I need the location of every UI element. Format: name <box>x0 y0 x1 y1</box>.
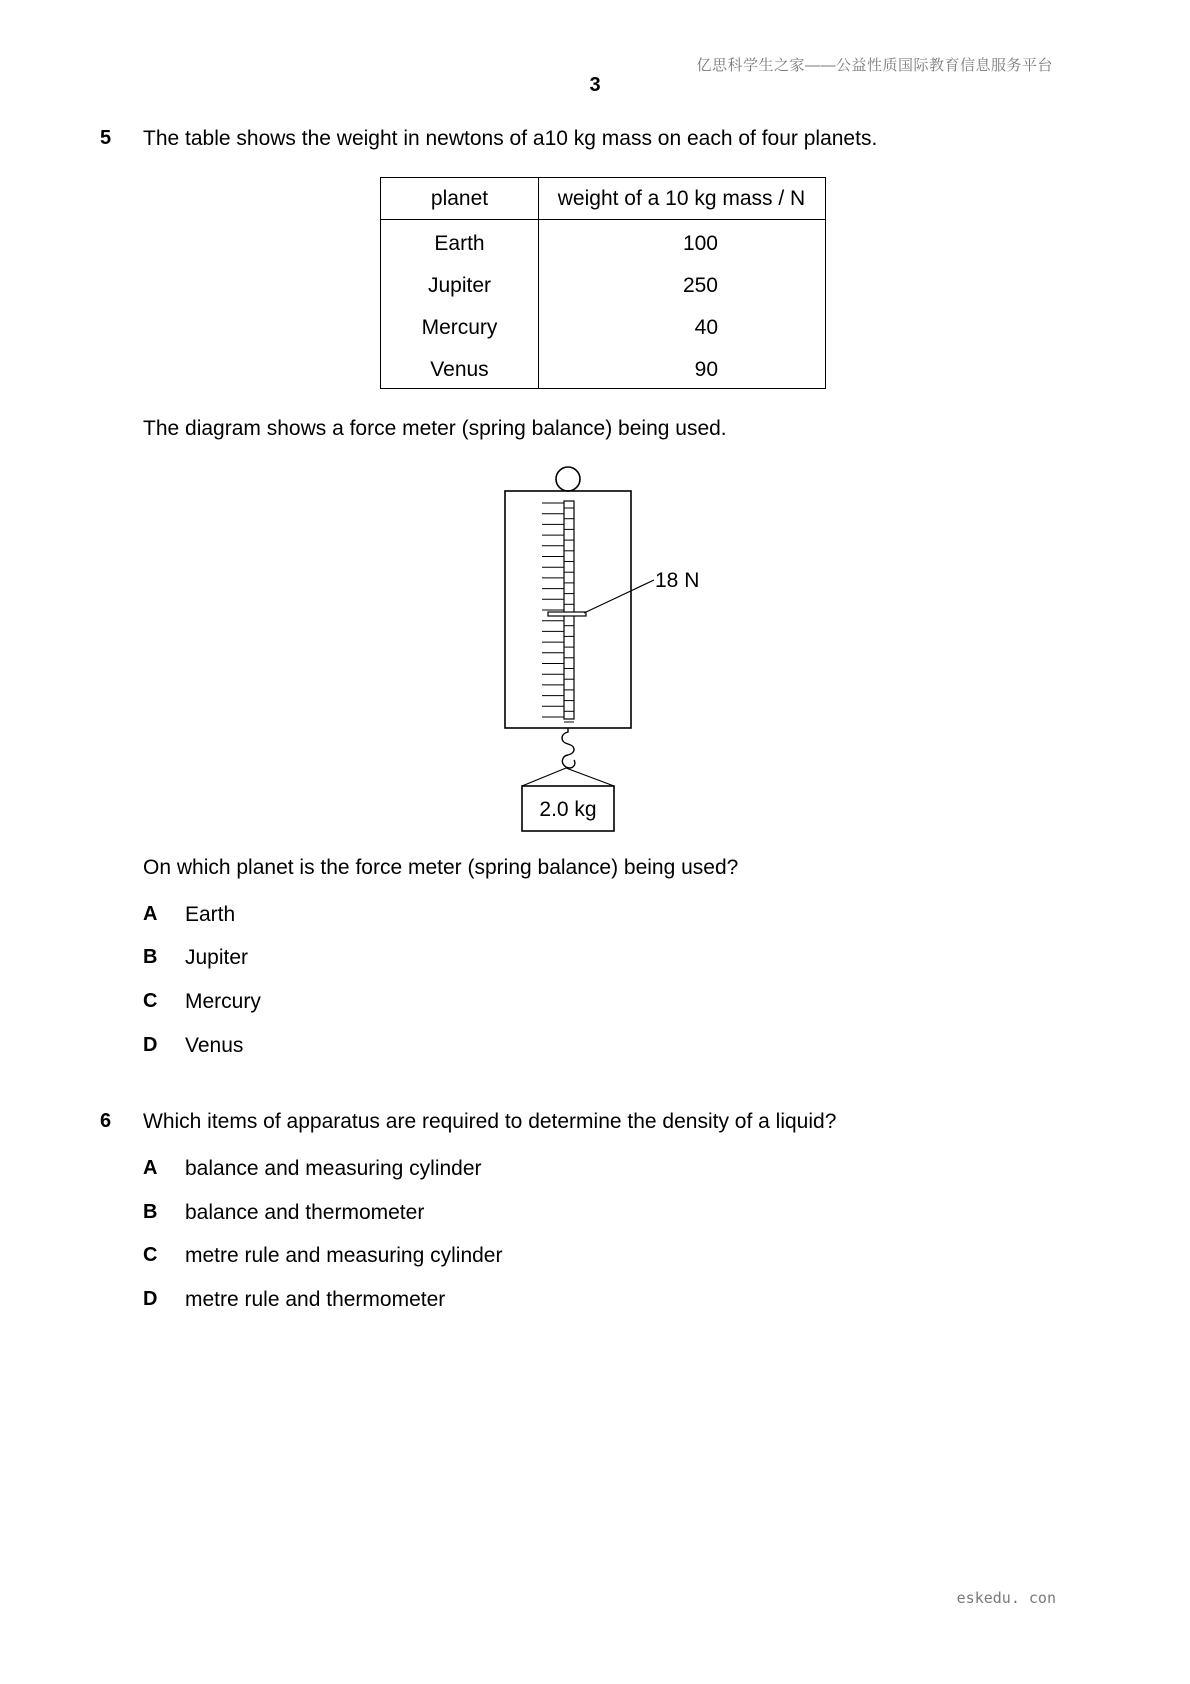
option-text: metre rule and measuring cylinder <box>185 1244 503 1267</box>
top-ring <box>556 467 580 491</box>
table-cell-planet: Jupiter <box>427 274 492 297</box>
question-6-prompt: Which items of apparatus are required to determine the density of a liquid? <box>143 1110 837 1133</box>
question-5-prompt: On which planet is the force meter (spring balance) being used? <box>143 856 739 879</box>
pointer <box>548 612 586 616</box>
option-letter: B <box>143 946 158 968</box>
option-letter: C <box>143 1244 158 1266</box>
question-6-number: 6 <box>100 1110 112 1132</box>
footer-site-name: eskedu. con <box>956 1589 1056 1607</box>
option-letter: C <box>143 990 158 1012</box>
planet-weight-table <box>380 177 826 389</box>
table-cell-planet: Venus <box>430 358 489 381</box>
option-text: balance and measuring cylinder <box>185 1157 482 1180</box>
option-text: metre rule and thermometer <box>185 1288 446 1311</box>
table-cell-weight: 100 <box>682 232 718 255</box>
table-cell-weight: 40 <box>694 316 718 339</box>
page-number: 3 <box>589 74 601 96</box>
option-text: Jupiter <box>185 946 249 969</box>
string-right <box>566 768 614 786</box>
question-5-number: 5 <box>100 127 112 149</box>
mass-label: 2.0 kg <box>539 798 597 821</box>
option-text: balance and thermometer <box>185 1201 425 1224</box>
option-text: Mercury <box>185 990 261 1013</box>
hook <box>562 728 575 768</box>
option-letter: D <box>143 1034 158 1056</box>
option-letter: D <box>143 1288 158 1310</box>
force-meter-diagram <box>480 455 740 840</box>
table-cell-planet: Mercury <box>421 316 498 339</box>
option-letter: A <box>143 903 158 925</box>
option-letter: B <box>143 1201 158 1223</box>
table-cell-planet: Earth <box>434 232 485 255</box>
table-cell-weight: 250 <box>682 274 718 297</box>
header-site-name: 亿思科学生之家——公益性质国际教育信息服务平台 <box>696 57 1053 74</box>
table-header-weight: weight of a 10 kg mass / N <box>557 187 806 210</box>
table-cell-weight: 90 <box>694 358 718 381</box>
reading-label: 18 N <box>655 569 700 592</box>
table-header-planet: planet <box>430 187 489 210</box>
option-text: Earth <box>185 903 236 926</box>
meter-casing <box>505 491 631 728</box>
option-text: Venus <box>185 1034 244 1057</box>
reading-leader-line <box>584 580 654 613</box>
option-letter: A <box>143 1157 158 1179</box>
scale-column <box>564 501 574 719</box>
question-5-intro: The table shows the weight in newtons of a10 kg mass on each of four planets. <box>143 127 878 150</box>
diagram-intro: The diagram shows a force meter (spring balance) being used. <box>143 417 727 440</box>
string-left <box>522 768 566 786</box>
